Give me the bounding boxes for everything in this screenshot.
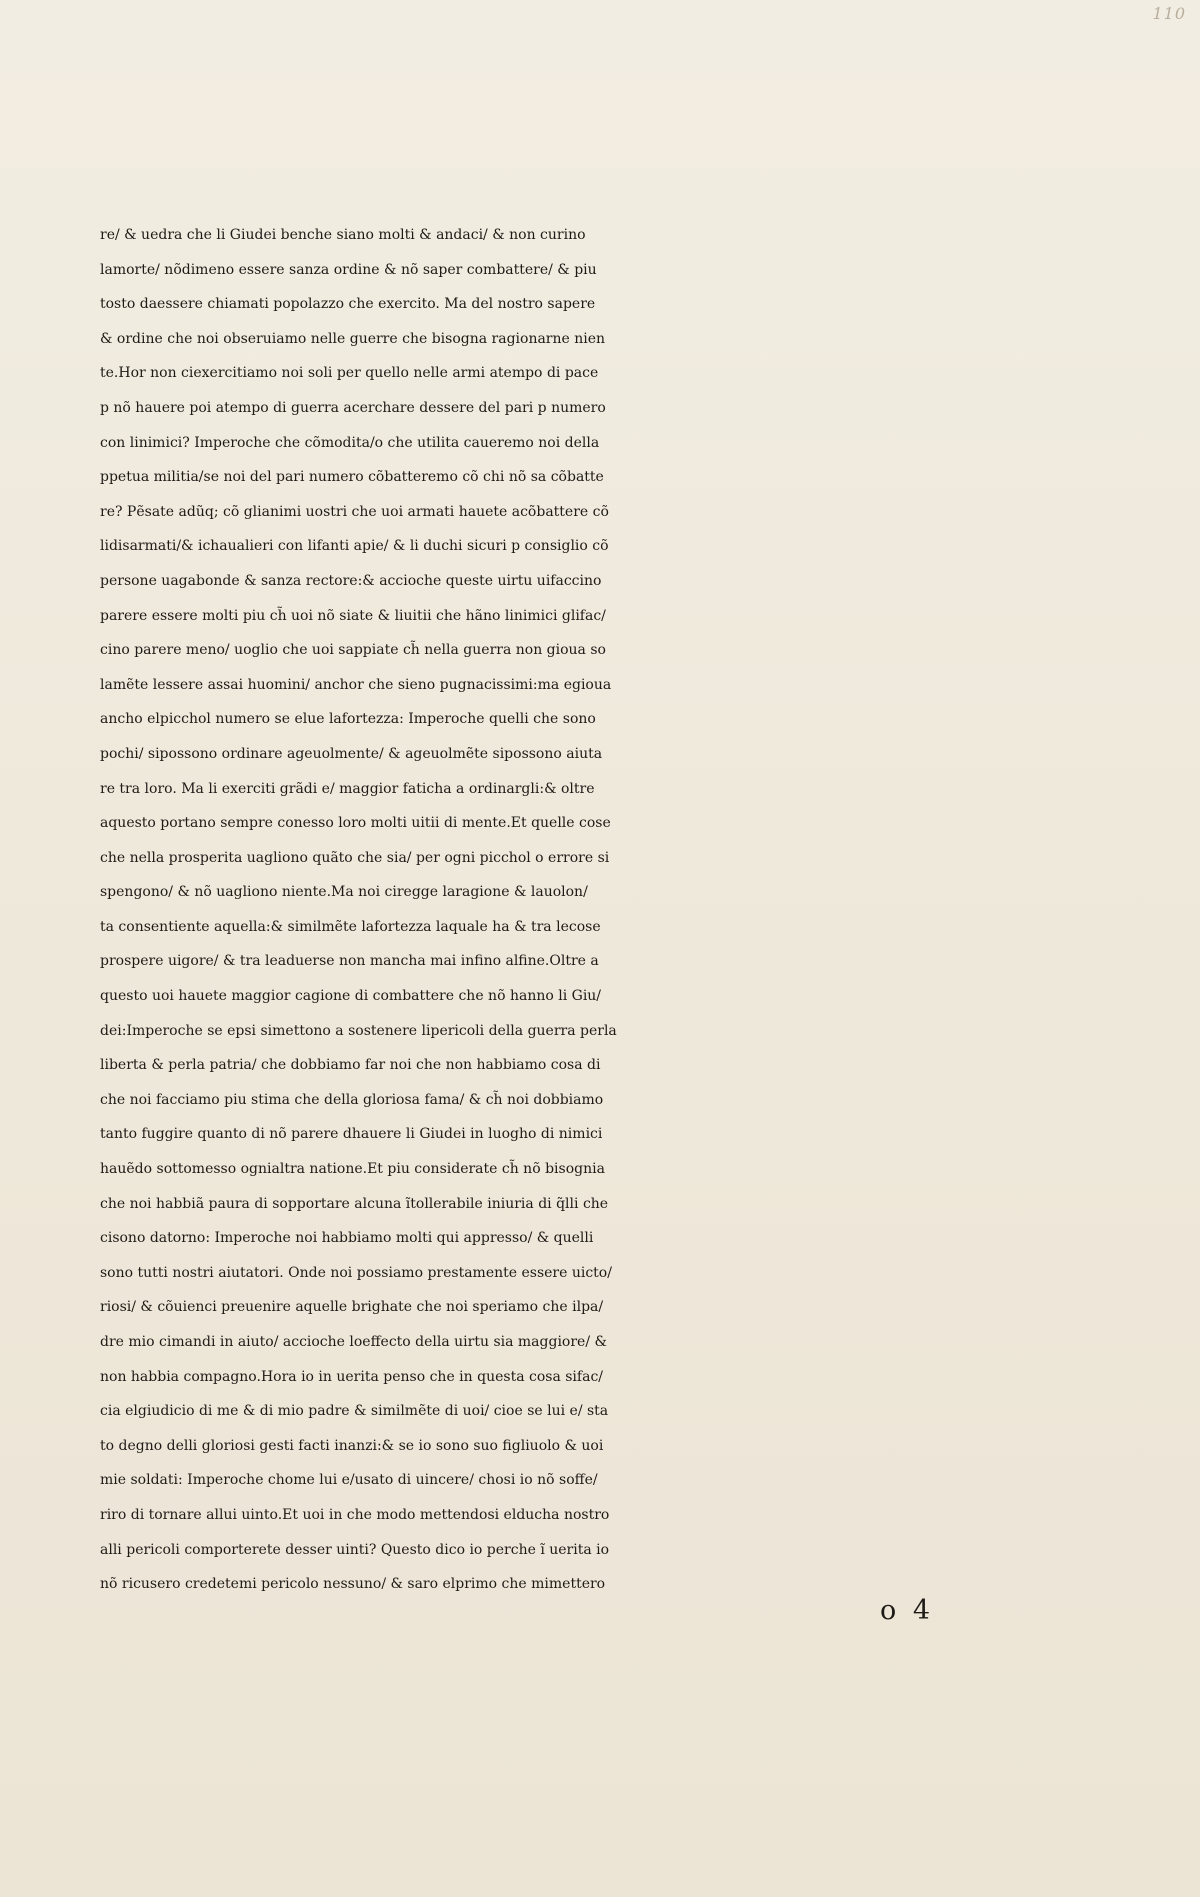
text-line: re tra loro. Ma li exerciti grãdi e/ maggior faticha a ordinargli:& oltre	[100, 780, 595, 797]
text-line: riro di tornare allui uinto.Et uoi in che modo mettendosi elducha nostro	[100, 1506, 610, 1523]
text-line: nõ ricusero credetemi pericolo nessuno/ & saro elprimo che mimettero	[100, 1576, 606, 1593]
text-line: & ordine che noi obseruiamo nelle guerre che bisogna ragionarne nien	[100, 330, 606, 347]
text-line: prospere uigore/ & tra leaduerse non mancha mai infino alfine.Oltre a	[100, 953, 599, 970]
text-line: che noi habbiã paura di sopportare alcuna ĩtollerabile iniuria di q̃lli che	[100, 1195, 609, 1212]
text-line: che nella prosperita uagliono quãto che sia/ per ogni picchol o errore si	[100, 849, 610, 866]
text-line: ancho elpicchol numero se elue lafortezza: Imperoche quelli che sono	[100, 711, 596, 728]
signature-mark: o 4	[880, 1595, 935, 1626]
text-line: non habbia compagno.Hora io in uerita penso che in questa cosa sifac/	[100, 1368, 603, 1385]
text-line: mie soldati: Imperoche chome lui e/usato di uincere/ chosi io nõ soffe/	[100, 1472, 598, 1489]
text-line: questo uoi hauete maggior cagione di combattere che nõ hanno li Giu/	[100, 988, 602, 1005]
text-line: liberta & perla patria/ che dobbiamo far noi che non habbiamo cosa di	[100, 1057, 601, 1074]
text-line: tanto fuggire quanto di nõ parere dhauere li Giudei in luogho di nimici	[100, 1126, 603, 1143]
text-line: aquesto portano sempre conesso loro molti uitii di mente.Et quelle cose	[100, 815, 611, 832]
text-line: con linimici? Imperoche che cõmodita/o che utilita caueremo noi della	[100, 434, 600, 451]
text-line: cia elgiudicio di me & di mio padre & similmẽte di uoi/ cioe se lui e/ sta	[100, 1403, 609, 1420]
text-line: cisono datorno: Imperoche noi habbiamo molti qui appresso/ & quelli	[100, 1230, 594, 1247]
text-line: tosto daessere chiamati popolazzo che exercito. Ma del nostro sapere	[100, 296, 596, 313]
text-line: lamẽte lessere assai huomini/ anchor che sieno pugnacissimi:ma egioua	[100, 676, 612, 693]
text-line: sono tutti nostri aiutatori. Onde noi possiamo prestamente essere uicto/	[100, 1264, 612, 1281]
folio-number: 110	[1152, 4, 1186, 23]
text-line: p nõ hauere poi atempo di guerra acerchare dessere del pari p numero	[100, 399, 606, 416]
text-line: alli pericoli comporterete desser uinti? Questo dico io perche ĩ uerita io	[100, 1541, 610, 1558]
text-line: persone uagabonde & sanza rectore:& accioche queste uirtu uifaccino	[100, 572, 602, 589]
text-line: riosi/ & cõuienci preuenire aquelle brighate che noi speriamo che ilpa/	[100, 1299, 604, 1316]
text-line: spengono/ & nõ uagliono niente.Ma noi ciregge laragione & lauolon/	[100, 884, 588, 901]
text-line: te.Hor non ciexercitiamo noi soli per quello nelle armi atempo di pace	[100, 365, 599, 382]
text-line: to degno delli gloriosi gesti facti inanzi:& se io sono suo figliuolo & uoi	[100, 1437, 604, 1454]
text-line: che noi facciamo piu stima che della gloriosa fama/ & ch̃ noi dobbiamo	[100, 1091, 604, 1108]
text-line: hauẽdo sottomesso ognialtra natione.Et piu considerate ch̃ nõ bisognia	[100, 1161, 605, 1178]
text-line: lamorte/ nõdimeno essere sanza ordine & nõ saper combattere/ & piu	[100, 261, 597, 278]
text-line: dei:Imperoche se epsi simettono a sostenere lipericoli della guerra perla	[100, 1022, 617, 1039]
text-line: ppetua militia/se noi del pari numero cõbatteremo cõ chi nõ sa cõbatte	[100, 469, 604, 486]
text-line: re? Pẽsate adũq; cõ glianimi uostri che uoi armati hauete acõbattere cõ	[100, 503, 609, 520]
text-line: ta consentiente aquella:& similmẽte lafortezza laquale ha & tra lecose	[100, 918, 601, 935]
text-line: dre mio cimandi in aiuto/ accioche loeffecto della uirtu sia maggiore/ &	[100, 1334, 607, 1350]
text-line: parere essere molti piu ch̃ uoi nõ siate & liuitii che hãno linimici glifac/	[100, 607, 606, 624]
text-line: pochi/ sipossono ordinare ageuolmente/ & ageuolmẽte sipossono aiuta	[100, 745, 603, 762]
text-line: cino parere meno/ uoglio che uoi sappiate ch̃ nella guerra non gioua so	[100, 642, 606, 659]
text-line: re/ & uedra che li Giudei benche siano molti & andaci/ & non curino	[100, 227, 586, 243]
text-line: lidisarmati/& ichaualieri con lifanti apie/ & li duchi sicuri p consiglio cõ	[100, 538, 609, 555]
text-block	[100, 218, 970, 1602]
